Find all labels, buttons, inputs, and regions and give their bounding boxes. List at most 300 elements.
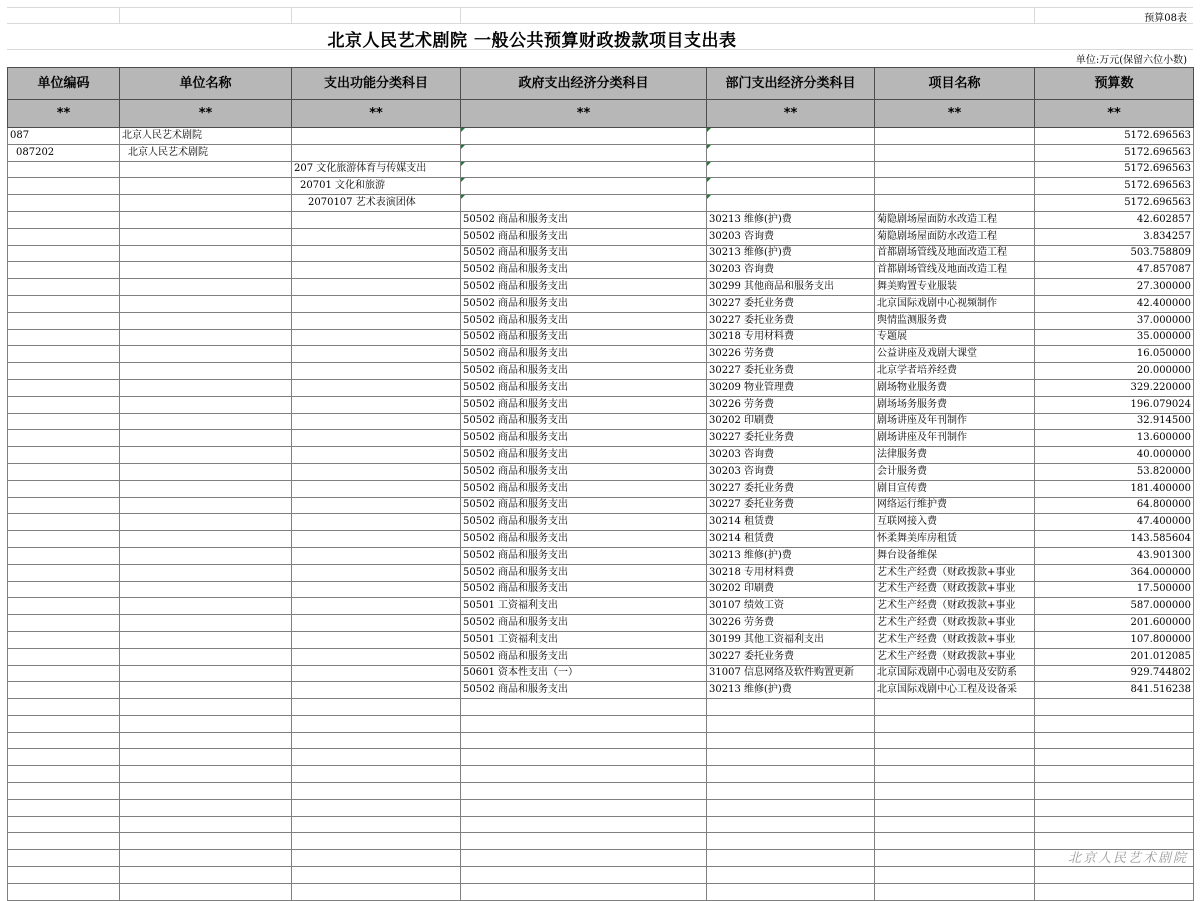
unit-code-cell: [8, 329, 120, 346]
table-row: [8, 615, 1194, 632]
unit-code-cell: [8, 564, 120, 581]
empty-cell: [292, 833, 461, 850]
unit-name-cell: [120, 648, 292, 665]
project-name-cell: 互联网接入费: [875, 514, 1035, 531]
unit-code-cell: [8, 279, 120, 296]
unit-code-cell: [8, 295, 120, 312]
empty-row: [8, 766, 1194, 783]
budget-amount-cell: 35.000000: [1035, 329, 1194, 346]
unit-name-cell: [120, 480, 292, 497]
table-row: [8, 128, 1194, 145]
unit-code-cell: 087202: [8, 144, 120, 161]
unit-name-cell: [120, 665, 292, 682]
budget-amount-cell: 929.744802: [1035, 665, 1194, 682]
unit-name-cell: [120, 363, 292, 380]
project-name-cell: 剧场讲座及年刊制作: [875, 430, 1035, 447]
empty-cell: [461, 850, 707, 867]
empty-cell: [707, 850, 875, 867]
unit-name-cell: [120, 279, 292, 296]
function-class-cell: [292, 581, 461, 598]
empty-cell: [461, 883, 707, 900]
project-name-cell: 艺术生产经费（财政拨款+事业: [875, 564, 1035, 581]
placeholder-cell: **: [461, 100, 707, 128]
dept-econ-class-cell: 30227 委托业务费: [707, 295, 875, 312]
empty-cell: [707, 749, 875, 766]
project-name-cell: [875, 195, 1035, 212]
gov-econ-class-cell: 50502 商品和服务支出: [461, 211, 707, 228]
function-class-cell: [292, 631, 461, 648]
empty-cell: [875, 833, 1035, 850]
unit-code-cell: [8, 447, 120, 464]
unit-code-cell: 087: [8, 128, 120, 145]
unit-name-cell: [120, 430, 292, 447]
table-row: [8, 329, 1194, 346]
gov-econ-class-cell: 50501 工资福利支出: [461, 598, 707, 615]
unit-name-cell: [120, 346, 292, 363]
budget-amount-cell: 27.300000: [1035, 279, 1194, 296]
empty-cell: [120, 699, 292, 716]
budget-amount-cell: 329.220000: [1035, 379, 1194, 396]
title-unit: 北京人民艺术剧院: [327, 31, 468, 51]
empty-row: [8, 883, 1194, 900]
empty-cell: [292, 883, 461, 900]
watermark-stamp: 北京人民艺术剧院: [1067, 851, 1188, 866]
unit-name-cell: [120, 631, 292, 648]
dept-econ-class-cell: 30213 维修(护)费: [707, 211, 875, 228]
empty-cell: [1035, 816, 1194, 833]
function-class-cell: [292, 363, 461, 380]
project-name-cell: 剧场讲座及年刊制作: [875, 413, 1035, 430]
unit-code-cell: [8, 581, 120, 598]
project-name-cell: 剧目宣传费: [875, 480, 1035, 497]
empty-cell: [120, 850, 292, 867]
unit-code-cell: [8, 161, 120, 178]
budget-amount-cell: 181.400000: [1035, 480, 1194, 497]
project-name-cell: 剧场物业服务费: [875, 379, 1035, 396]
unit-name-cell: [120, 312, 292, 329]
table-row: [8, 480, 1194, 497]
empty-cell: [8, 867, 120, 884]
empty-cell: [8, 850, 120, 867]
gov-econ-class-cell: 50502 商品和服务支出: [461, 615, 707, 632]
empty-cell: [8, 783, 120, 800]
function-class-cell: [292, 648, 461, 665]
budget-amount-cell: 5172.696563: [1035, 161, 1194, 178]
dept-econ-class-cell: 30213 维修(护)费: [707, 547, 875, 564]
empty-cell: [120, 783, 292, 800]
function-class-cell: 2070107 艺术表演团体: [292, 195, 461, 212]
unit-name-cell: [120, 161, 292, 178]
dept-econ-class-cell: 30299 其他商品和服务支出: [707, 279, 875, 296]
unit-name-cell: [120, 463, 292, 480]
function-class-cell: [292, 447, 461, 464]
gov-econ-class-cell: [461, 195, 707, 212]
dept-econ-class-cell: 30226 劳务费: [707, 615, 875, 632]
table-row: [8, 279, 1194, 296]
dept-econ-class-cell: 30214 租赁费: [707, 531, 875, 548]
empty-cell: [875, 883, 1035, 900]
placeholder-cell: **: [120, 100, 292, 128]
function-class-cell: [292, 615, 461, 632]
table-row: [8, 447, 1194, 464]
project-name-cell: 舞美购置专业服装: [875, 279, 1035, 296]
unit-code-cell: [8, 480, 120, 497]
function-class-cell: [292, 329, 461, 346]
budget-amount-cell: 32.914500: [1035, 413, 1194, 430]
empty-cell: [707, 867, 875, 884]
function-class-cell: [292, 211, 461, 228]
budget-amount-cell: 587.000000: [1035, 598, 1194, 615]
empty-cell: [8, 699, 120, 716]
gov-econ-class-cell: 50502 商品和服务支出: [461, 531, 707, 548]
project-name-cell: [875, 144, 1035, 161]
empty-cell: [461, 766, 707, 783]
gov-econ-class-cell: 50501 工资福利支出: [461, 631, 707, 648]
placeholder-cell: **: [8, 100, 120, 128]
empty-cell: [292, 816, 461, 833]
table-row: [8, 531, 1194, 548]
budget-amount-cell: 40.000000: [1035, 447, 1194, 464]
empty-row: [8, 699, 1194, 716]
gov-econ-class-cell: 50502 商品和服务支出: [461, 279, 707, 296]
gov-econ-class-cell: 50502 商品和服务支出: [461, 363, 707, 380]
unit-code-cell: [8, 178, 120, 195]
gov-econ-class-cell: 50502 商品和服务支出: [461, 295, 707, 312]
empty-row: [8, 833, 1194, 850]
placeholder-row: [8, 100, 1194, 128]
empty-cell: [120, 715, 292, 732]
empty-cell: [120, 749, 292, 766]
dept-econ-class-cell: 30203 咨询费: [707, 463, 875, 480]
empty-cell: [8, 749, 120, 766]
empty-cell: [875, 766, 1035, 783]
budget-amount-cell: 37.000000: [1035, 312, 1194, 329]
dept-econ-class-cell: 30227 委托业务费: [707, 648, 875, 665]
function-class-cell: [292, 379, 461, 396]
dept-econ-class-cell: 30226 劳务费: [707, 346, 875, 363]
empty-cell: [461, 715, 707, 732]
empty-cell: [1035, 715, 1194, 732]
project-name-cell: [875, 128, 1035, 145]
budget-amount-cell: 364.000000: [1035, 564, 1194, 581]
gov-econ-class-cell: 50502 商品和服务支出: [461, 463, 707, 480]
gov-econ-class-cell: 50502 商品和服务支出: [461, 262, 707, 279]
budget-amount-cell: 3.834257: [1035, 228, 1194, 245]
gov-econ-class-cell: [461, 144, 707, 161]
table-row: [8, 363, 1194, 380]
project-name-cell: 艺术生产经费（财政拨款+事业: [875, 648, 1035, 665]
unit-name-cell: 北京人民艺术剧院: [120, 128, 292, 145]
project-name-cell: 艺术生产经费（财政拨款+事业: [875, 581, 1035, 598]
empty-cell: [8, 799, 120, 816]
gridline: [291, 8, 292, 23]
function-class-cell: [292, 598, 461, 615]
dept-econ-class-cell: 30202 印刷费: [707, 581, 875, 598]
table-row: [8, 430, 1194, 447]
empty-cell: [461, 732, 707, 749]
table-row: [8, 228, 1194, 245]
budget-amount-cell: 5172.696563: [1035, 144, 1194, 161]
project-name-cell: [875, 178, 1035, 195]
dept-econ-class-cell: 31007 信息网络及软件购置更新: [707, 665, 875, 682]
project-name-cell: 剧场场务服务费: [875, 396, 1035, 413]
dept-econ-class-cell: 30209 物业管理费: [707, 379, 875, 396]
unit-code-cell: [8, 262, 120, 279]
unit-name-cell: [120, 514, 292, 531]
column-header: 单位编码: [8, 68, 120, 100]
gov-econ-class-cell: 50502 商品和服务支出: [461, 312, 707, 329]
gov-econ-class-cell: 50502 商品和服务支出: [461, 480, 707, 497]
function-class-cell: [292, 144, 461, 161]
gov-econ-class-cell: 50502 商品和服务支出: [461, 447, 707, 464]
gov-econ-class-cell: [461, 128, 707, 145]
placeholder-cell: **: [292, 100, 461, 128]
gov-econ-class-cell: 50502 商品和服务支出: [461, 547, 707, 564]
empty-cell: [875, 799, 1035, 816]
budget-sheet: [7, 7, 1193, 901]
dept-econ-class-cell: 30199 其他工资福利支出: [707, 631, 875, 648]
dept-econ-class-cell: 30218 专用材料费: [707, 564, 875, 581]
dept-econ-class-cell: 30213 维修(护)费: [707, 682, 875, 699]
placeholder-cell: **: [1035, 100, 1194, 128]
gov-econ-class-cell: 50502 商品和服务支出: [461, 682, 707, 699]
project-name-cell: 北京国际戏剧中心弱电及安防系: [875, 665, 1035, 682]
empty-cell: [120, 766, 292, 783]
gov-econ-class-cell: 50502 商品和服务支出: [461, 497, 707, 514]
unit-name-cell: [120, 329, 292, 346]
unit-name-cell: [120, 531, 292, 548]
unit-code-cell: [8, 631, 120, 648]
empty-cell: [120, 732, 292, 749]
unit-name-cell: [120, 447, 292, 464]
gov-econ-class-cell: 50502 商品和服务支出: [461, 430, 707, 447]
function-class-cell: [292, 480, 461, 497]
column-header: 部门支出经济分类科目: [707, 68, 875, 100]
project-name-cell: 法律服务费: [875, 447, 1035, 464]
gov-econ-class-cell: 50502 商品和服务支出: [461, 245, 707, 262]
gov-econ-class-cell: 50502 商品和服务支出: [461, 413, 707, 430]
empty-cell: [875, 715, 1035, 732]
table-row: [8, 497, 1194, 514]
dept-econ-class-cell: [707, 128, 875, 145]
unit-code-cell: [8, 648, 120, 665]
table-row: [8, 379, 1194, 396]
gov-econ-class-cell: 50502 商品和服务支出: [461, 396, 707, 413]
empty-row: [8, 715, 1194, 732]
table-row: [8, 245, 1194, 262]
budget-amount-cell: 107.800000: [1035, 631, 1194, 648]
empty-cell: [875, 867, 1035, 884]
project-name-cell: 艺术生产经费（财政拨款+事业: [875, 631, 1035, 648]
empty-row: [8, 816, 1194, 833]
function-class-cell: [292, 346, 461, 363]
empty-cell: [461, 749, 707, 766]
table-row: [8, 295, 1194, 312]
unit-code-cell: [8, 245, 120, 262]
unit-name-cell: [120, 396, 292, 413]
budget-amount-cell: 201.012085: [1035, 648, 1194, 665]
empty-cell: [1035, 732, 1194, 749]
project-name-cell: 首都剧场管线及地面改造工程: [875, 245, 1035, 262]
budget-table: [7, 67, 1194, 901]
function-class-cell: [292, 295, 461, 312]
unit-code-cell: [8, 430, 120, 447]
table-row: [8, 631, 1194, 648]
empty-cell: [292, 732, 461, 749]
empty-cell: [292, 850, 461, 867]
budget-amount-cell: 47.857087: [1035, 262, 1194, 279]
dept-econ-class-cell: 30226 劳务费: [707, 396, 875, 413]
empty-cell: [120, 883, 292, 900]
function-class-cell: [292, 430, 461, 447]
empty-cell: [875, 732, 1035, 749]
function-class-cell: [292, 665, 461, 682]
dept-econ-class-cell: 30202 印刷费: [707, 413, 875, 430]
column-header: 单位名称: [120, 68, 292, 100]
empty-cell: [292, 783, 461, 800]
unit-code-cell: [8, 211, 120, 228]
empty-cell: [707, 883, 875, 900]
table-number-label: 预算08表: [1144, 13, 1187, 24]
table-row: [8, 648, 1194, 665]
project-name-cell: 舞台设备维保: [875, 547, 1035, 564]
empty-cell: [120, 867, 292, 884]
empty-cell: [461, 699, 707, 716]
function-class-cell: [292, 564, 461, 581]
empty-cell: [1035, 883, 1194, 900]
dept-econ-class-cell: 30214 租赁费: [707, 514, 875, 531]
empty-cell: [292, 799, 461, 816]
column-header: 预算数: [1035, 68, 1194, 100]
empty-cell: [292, 766, 461, 783]
empty-cell: [8, 766, 120, 783]
unit-label: 单位:万元(保留六位小数): [1075, 55, 1187, 66]
table-row: [8, 396, 1194, 413]
unit-name-cell: [120, 178, 292, 195]
unit-row: [7, 50, 1193, 67]
empty-cell: [1035, 799, 1194, 816]
budget-amount-cell: 64.800000: [1035, 497, 1194, 514]
project-name-cell: 网络运行维护费: [875, 497, 1035, 514]
unit-name-cell: [120, 497, 292, 514]
unit-name-cell: [120, 615, 292, 632]
empty-cell: [461, 799, 707, 816]
gov-econ-class-cell: 50502 商品和服务支出: [461, 514, 707, 531]
function-class-cell: [292, 547, 461, 564]
function-class-cell: [292, 245, 461, 262]
empty-cell: [120, 833, 292, 850]
table-body: [8, 128, 1194, 901]
unit-code-cell: [8, 363, 120, 380]
placeholder-cell: **: [875, 100, 1035, 128]
table-row: [8, 598, 1194, 615]
budget-amount-cell: 5172.696563: [1035, 128, 1194, 145]
dept-econ-class-cell: [707, 195, 875, 212]
function-class-cell: [292, 463, 461, 480]
unit-name-cell: [120, 581, 292, 598]
unit-code-cell: [8, 598, 120, 615]
empty-cell: [8, 816, 120, 833]
unit-name-cell: [120, 195, 292, 212]
dept-econ-class-cell: 30227 委托业务费: [707, 497, 875, 514]
empty-cell: [707, 799, 875, 816]
project-name-cell: 艺术生产经费（财政拨款+事业: [875, 615, 1035, 632]
empty-cell: [292, 867, 461, 884]
empty-cell: [1035, 867, 1194, 884]
unit-code-cell: [8, 228, 120, 245]
project-name-cell: 菊隐剧场屋面防水改造工程: [875, 228, 1035, 245]
project-name-cell: [875, 161, 1035, 178]
empty-row: [8, 850, 1194, 867]
unit-code-cell: [8, 665, 120, 682]
function-class-cell: [292, 531, 461, 548]
unit-name-cell: [120, 245, 292, 262]
budget-amount-cell: 196.079024: [1035, 396, 1194, 413]
empty-cell: [1035, 749, 1194, 766]
function-class-cell: [292, 279, 461, 296]
gov-econ-class-cell: 50502 商品和服务支出: [461, 346, 707, 363]
sheet-top-row: [7, 7, 1193, 24]
unit-name-cell: [120, 547, 292, 564]
dept-econ-class-cell: 30213 维修(护)费: [707, 245, 875, 262]
function-class-cell: 207 文化旅游体育与传媒支出: [292, 161, 461, 178]
function-class-cell: [292, 228, 461, 245]
budget-amount-cell: 503.758809: [1035, 245, 1194, 262]
header-row: [8, 68, 1194, 100]
dept-econ-class-cell: [707, 178, 875, 195]
function-class-cell: [292, 396, 461, 413]
unit-name-cell: [120, 564, 292, 581]
empty-cell: [461, 867, 707, 884]
unit-name-cell: 北京人民艺术剧院: [120, 144, 292, 161]
function-class-cell: [292, 262, 461, 279]
empty-cell: [461, 783, 707, 800]
function-class-cell: [292, 682, 461, 699]
empty-row: [8, 799, 1194, 816]
gov-econ-class-cell: 50502 商品和服务支出: [461, 228, 707, 245]
table-row: [8, 262, 1194, 279]
project-name-cell: 北京国际戏剧中心视频制作: [875, 295, 1035, 312]
function-class-cell: [292, 128, 461, 145]
table-row: [8, 346, 1194, 363]
dept-econ-class-cell: 30203 咨询费: [707, 228, 875, 245]
empty-cell: [461, 833, 707, 850]
unit-code-cell: [8, 497, 120, 514]
table-row: [8, 682, 1194, 699]
unit-name-cell: [120, 413, 292, 430]
budget-amount-cell: 47.400000: [1035, 514, 1194, 531]
gridline: [119, 8, 120, 23]
empty-cell: [707, 783, 875, 800]
project-name-cell: 专题展: [875, 329, 1035, 346]
empty-cell: [461, 816, 707, 833]
project-name-cell: 艺术生产经费（财政拨款+事业: [875, 598, 1035, 615]
unit-name-cell: [120, 295, 292, 312]
budget-amount-cell: 53.820000: [1035, 463, 1194, 480]
empty-cell: [875, 783, 1035, 800]
budget-amount-cell: 13.600000: [1035, 430, 1194, 447]
gov-econ-class-cell: 50502 商品和服务支出: [461, 648, 707, 665]
table-row: [8, 665, 1194, 682]
dept-econ-class-cell: [707, 144, 875, 161]
dept-econ-class-cell: 30203 咨询费: [707, 447, 875, 464]
empty-cell: [292, 749, 461, 766]
project-name-cell: 公益讲座及戏剧大课堂: [875, 346, 1035, 363]
dept-econ-class-cell: [707, 161, 875, 178]
empty-cell: [8, 883, 120, 900]
table-row: [8, 581, 1194, 598]
dept-econ-class-cell: 30218 专用材料费: [707, 329, 875, 346]
